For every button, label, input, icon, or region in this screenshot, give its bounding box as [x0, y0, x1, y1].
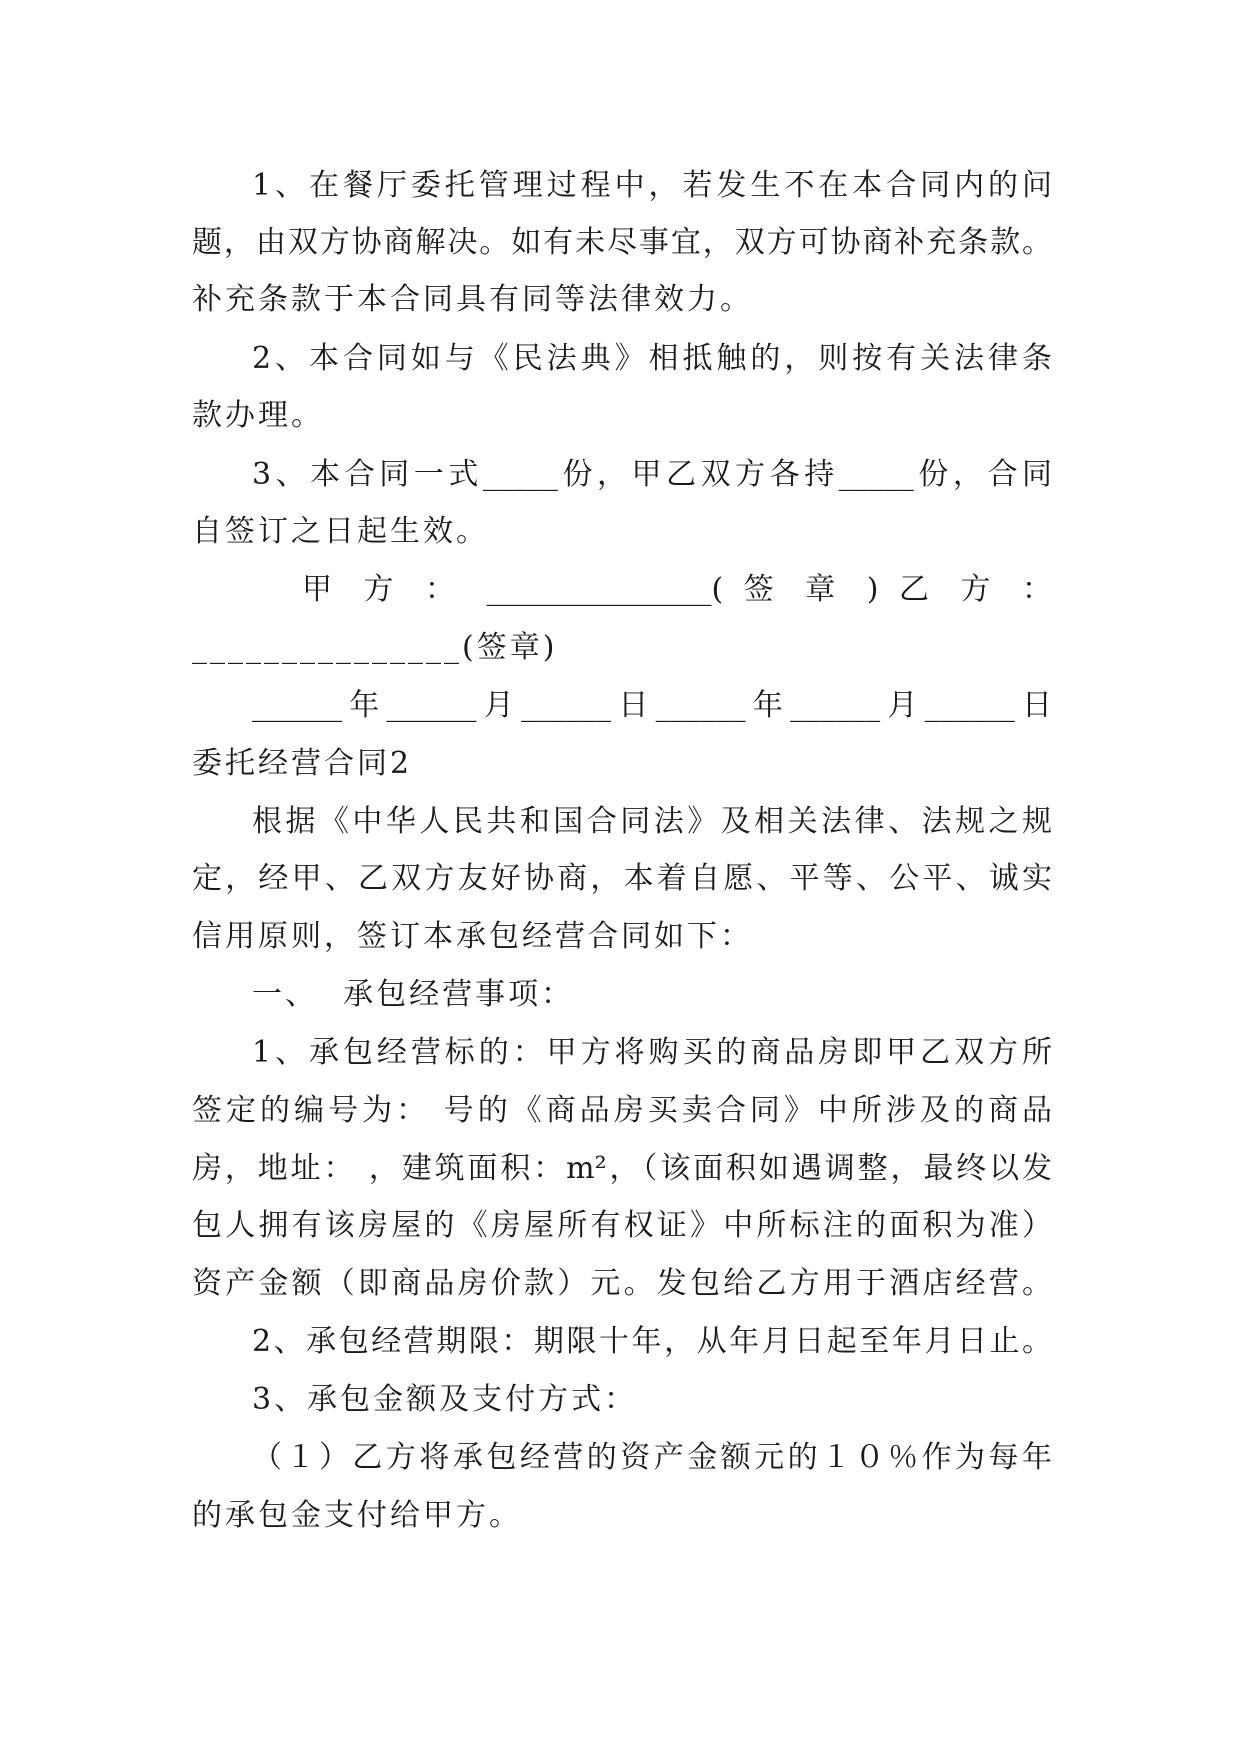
paragraph-line: 资产金额（即商品房价款）元。发包给乙方用于酒店经营。 — [192, 1266, 1052, 1301]
paragraph-line: 1、承包经营标的：甲方将购买的商品房即甲乙双方所 — [252, 1035, 1052, 1070]
paragraph-line: 自签订之日起生效。 — [192, 514, 489, 549]
paragraph-line: 3、承包金额及支付方式： — [252, 1382, 638, 1417]
paragraph-line: 1、在餐厅委托管理过程中，若发生不在本合同内的问 — [252, 168, 1052, 203]
paragraph-line: （１）乙方将承包经营的资产金额元的１０％作为每年 — [252, 1440, 1052, 1475]
signature-line: 甲 方 ： _______________( 签 章 ) 乙 方 ： — [302, 572, 1052, 607]
paragraph-line: 款办理。 — [192, 398, 324, 433]
paragraph-line: 的承包金支付给甲方。 — [192, 1498, 522, 1533]
paragraph-line: 信用原则，签订本承包经营合同如下： — [192, 919, 753, 954]
paragraph-line: 根据《中华人民共和国合同法》及相关法律、法规之规 — [252, 804, 1052, 839]
paragraph-line: 房，地址： ，建筑面积：m²，（该面积如遇调整，最终以发 — [192, 1151, 1052, 1186]
signature-line: _______________(签章) — [192, 630, 558, 665]
paragraph-line: 补充条款于本合同具有同等法律效力。 — [192, 282, 753, 317]
paragraph-line: 签定的编号为： 号的《商品房买卖合同》中所涉及的商品 — [192, 1093, 1052, 1128]
paragraph-line: 3、本合同一式_____份，甲乙双方各持_____份，合同 — [252, 457, 1052, 492]
paragraph-line: 2、本合同如与《民法典》相抵触的，则按有关法律条 — [252, 341, 1052, 376]
date-line: ______年______月______日______年______月______日 — [252, 688, 1052, 723]
paragraph-line: 题，由双方协商解决。如有未尽事宜，双方可协商补充条款。 — [192, 225, 1052, 260]
paragraph-line: 2、承包经营期限：期限十年，从年月日起至年月日止。 — [252, 1324, 1052, 1359]
paragraph-line: 定，经甲、乙双方友好协商，本着自愿、平等、公平、诚实 — [192, 861, 1052, 896]
paragraph-line: 包人拥有该房屋的《房屋所有权证》中所标注的面积为准） — [192, 1208, 1052, 1243]
paragraph-line: 一、 承包经营事项： — [252, 977, 575, 1012]
section-title: 委托经营合同2 — [192, 746, 413, 781]
